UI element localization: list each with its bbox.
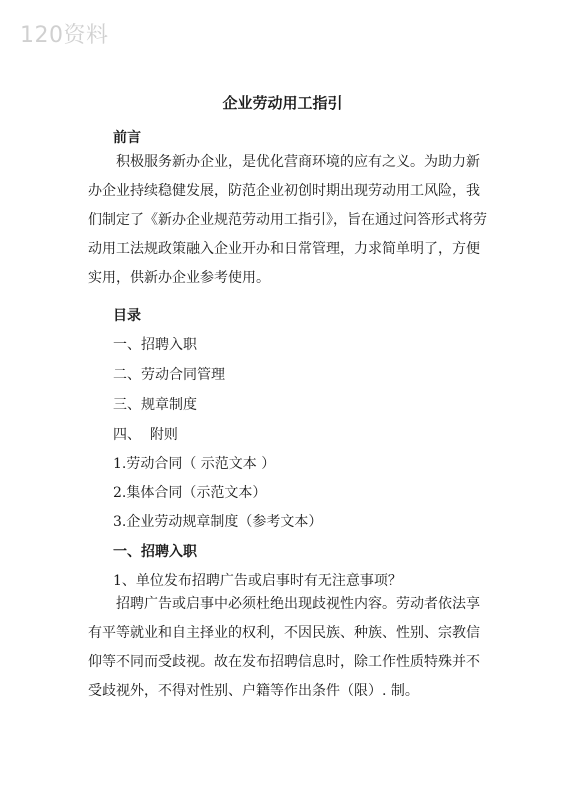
toc-heading: 目录: [113, 308, 141, 324]
document-title: 企业劳动用工指引: [222, 94, 343, 112]
toc-item: 三、规章制度: [113, 397, 197, 413]
answer-paragraph: [88, 590, 488, 706]
preface-heading: 前言: [113, 130, 141, 146]
toc-item: 1.劳动合同（ 示范文本 ）: [113, 456, 276, 472]
toc-item: 二、劳动合同管理: [113, 367, 225, 383]
toc-item: 2.集体合同（示范文本）: [113, 485, 267, 501]
toc-item: 一、招聘入职: [113, 337, 197, 353]
question: 1、单位发布招聘广告或启事时有无注意事项？: [113, 573, 402, 589]
toc-item: 四、 附则: [113, 427, 178, 443]
section-heading: 一、招聘入职: [113, 544, 197, 560]
preface-text: 积极服务新办企业，是优化营商环境的应有之义。为助力新办企业持续稳健发展，防范企业初创时期出现劳动用工风险，我们制定了《新办企业规范劳动用工指引》，旨在通过问答形式将劳动用工法规政策融入企业开办和日常管理，力求简单明了，方便实用，供新办企业参考使用。: [88, 154, 487, 286]
answer-text: 招聘广告或启事中必须杜绝出现歧视性内容。劳动者依法享有平等就业和自主择业的权利，不因民族、种族、性别、宗教信仰等不同而受歧视。故在发布招聘信息时，除工作性质特殊并不受歧视外，不得对性别、户籍等作出条件（限）. 制。: [88, 596, 480, 699]
preface-paragraph: [88, 148, 488, 293]
toc-item: 3.企业劳动规章制度（参考文本）: [113, 514, 323, 530]
watermark: 120资料: [20, 23, 109, 48]
